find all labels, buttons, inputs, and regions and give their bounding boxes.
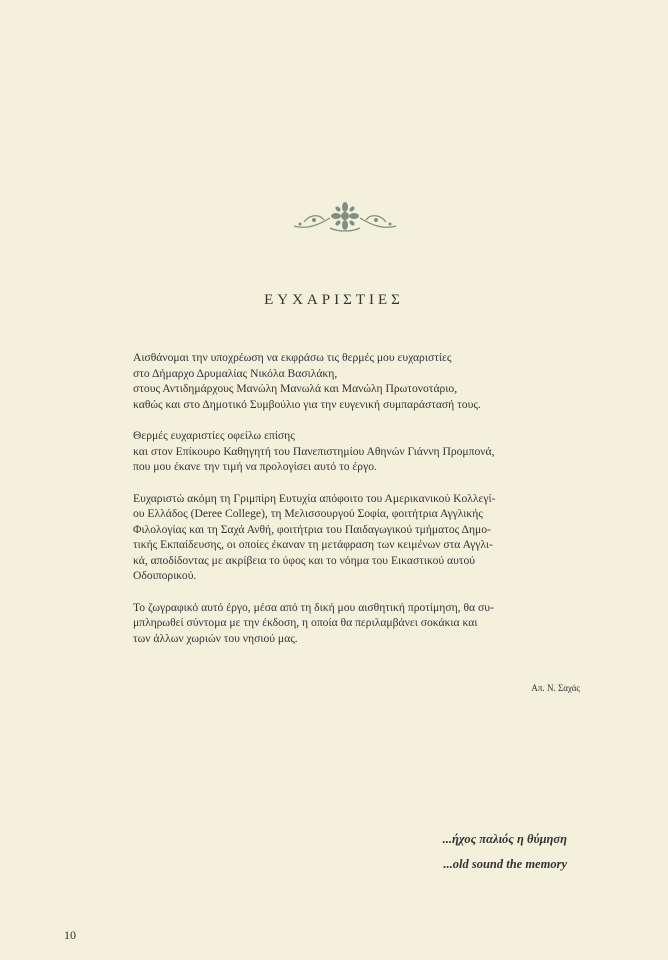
text-line: κά, αποδίδοντας με ακρίβεια το ύφος και το νόημα του Εικαστικού αυτού (133, 553, 476, 567)
text-line: και στον Επίκουρο Καθηγητή του Πανεπιστημίου Αθηνών Γιάννη Προμπονά, (133, 444, 495, 458)
text-line: μπληρωθεί σύντομα με την έκδοση, η οποία θα περιλαμβάνει σοκάκια και (133, 616, 478, 629)
text-line: Ευχαριστώ ακόμη τη Γριμπίρη Ευτυχία απόφοιτο του Αμερικανικού Κολλεγί- (133, 491, 496, 505)
acknowledgements-body (133, 350, 573, 662)
paragraph (133, 350, 573, 412)
text-line: τικής Εκπαίδευσης, οι οποίες έκαναν τη μετάφραση των κειμένων στα Αγγλι- (133, 538, 493, 551)
author-signature: Απ. Ν. Σαχάς (531, 683, 580, 693)
text-line: Φιλολογίας και τη Σαχά Ανθή, φοιτήτρια του Παιδαγωγικού τμήματος Δημο- (133, 522, 491, 536)
text-line: καθώς και στο Δημοτικό Συμβούλιο για την ευγενική συμπαράστασή τους. (133, 397, 481, 411)
paragraph (133, 491, 573, 584)
text-line: που μου έκανε την τιμή να προλογίσει αυτό το έργο. (133, 460, 377, 473)
paragraph (133, 600, 573, 647)
page-number: 10 (64, 928, 76, 942)
text-line: στους Αντιδημάρχους Μανώλη Μανωλά και Μανώλη Πρωτονοτάριο, (133, 382, 458, 395)
text-line: Θερμές ευχαριστίες οφείλω επίσης (133, 429, 295, 442)
paragraph (133, 428, 573, 475)
text-line: στο Δήμαρχο Δρυμαλίας Νικόλα Βασιλάκη, (133, 366, 338, 380)
text-line: Οδοιπορικού. (133, 569, 197, 582)
text-line: Το ζωγραφικό αυτό έργο, μέσα από τη δική μου αισθητική προτίμηση, θα συ- (133, 600, 494, 614)
floral-ornament-icon (290, 200, 400, 236)
text-line: Αισθάνομαι την υποχρέωση να εκφράσω τις θερμές μου ευχαριστίες (133, 351, 452, 364)
motto-greek: ...ήχος παλιός η θύμηση (442, 832, 567, 846)
motto-english: ...old sound the memory (443, 857, 567, 871)
page-title: ΕΥΧΑΡΙΣΤΙΕΣ (264, 292, 404, 308)
text-line: των άλλων χωριών του νησιού μας. (133, 631, 298, 645)
text-line: ου Ελλάδος (Deree College), τη Μελισσουργού Σοφία, φοιτήτρια Αγγλικής (133, 507, 483, 520)
